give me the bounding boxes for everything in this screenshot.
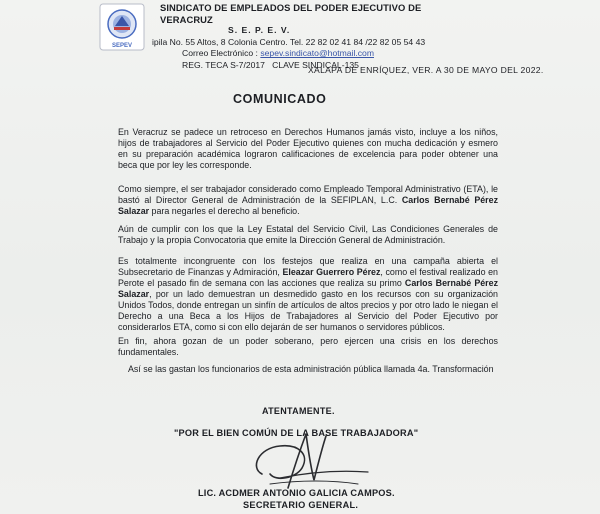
paragraph-2 (118, 184, 498, 217)
email-line (182, 48, 452, 60)
email-link[interactable]: sepev.sindicato@hotmail.com (260, 48, 374, 59)
email-label: Correo Electrónico : (182, 48, 258, 59)
signer-role: SECRETARIO GENERAL. (243, 500, 359, 510)
paragraph-4-text-a: Es totalmente incongruente con los festejos que realiza en una campaña abierta el Subsecretario de Finanzas y Admiración, (118, 256, 498, 277)
paragraph-4-text-c: , como el festival realizado en Perote el pasado fin de semana con las acciones que realiza su primo (118, 267, 498, 288)
date-line: XALAPA DE ENRÍQUEZ, VER. A 30 DE MAYO DEL 2022. (308, 65, 544, 75)
closing-lema: "POR EL BIEN COMÚN DE LA BASE TRABAJADORA" (174, 428, 419, 438)
seal-caption: SEPEV (111, 43, 133, 49)
paragraph-2-text-a: Como siempre, el ser trabajador considerado como Empleado Temporal Administrativo (ETA), le bastó al Director General de Administración de la SEFIPLAN, L.C. (118, 184, 498, 205)
paragraph-4-name-2: Carlos Bernabé Pérez Salazar (118, 278, 499, 299)
paragraph-1: En Veracruz se padece un retroceso en Derechos Humanos jamás visto, incluye a los niños, hijos de trabajadores al Servicio del Poder Ejecutivo quienes con mucha dedicación y esmero en su preparación académica lograron calificaciones de excelencia para poder obtener una beca que por ley les corresponde. (118, 127, 498, 170)
org-address: ipila No. 55 Altos, 8 Colonia Centro. Tel. 22 82 02 41 84 /22 82 05 54 43 (152, 36, 426, 47)
clave-sindical: CLAVE SINDICAL-135 (272, 59, 359, 70)
paragraph-4 (118, 256, 498, 333)
paragraph-3: Aún de cumplir con los que la Ley Estatal del Servicio Civil, Las Condiciones Generales de Trabajo y la propia Convocatoria que emite la Dirección General de Administración. (118, 224, 498, 245)
org-name: SINDICATO DE EMPLEADOS DEL PODER EJECUTIVO DE VERACRUZ (160, 2, 422, 25)
handwritten-signature-icon (240, 428, 380, 494)
paragraph-4-name-1: Eleazar Guerrero Pérez (282, 267, 381, 277)
letterhead (152, 2, 452, 72)
org-acronym: S. E. P. E. V. (228, 25, 291, 36)
signer-name: LIC. ACDMER ANTONIO GALICIA CAMPOS. (198, 488, 395, 498)
paragraph-6: Así se las gastan los funcionarios de esta administración pública llamada 4a. Transformación (128, 364, 494, 374)
paragraph-5: En fin, ahora gozan de un poder soberano, pero ejercen una crisis en los derechos fundamentales. (118, 336, 498, 357)
paragraph-4-text-e: , por un lado demuestran un desmedido gasto en los recursos con su organización Unidos Todos, donde entregan un sinfín de artículos de altos precios y por otro lado le niegan el Derecho a una Beca a los Hijos de Trabajadores al Servicio del Poder Ejecutivo por considerarlos ETA, como si con ello dejarán de ser humanos o servidores públicos. (118, 289, 498, 332)
union-seal-icon (96, 2, 148, 54)
paragraph-2-name: Carlos Bernabé Pérez Salazar (118, 195, 499, 216)
registry: REG. TECA S-7/2017 (182, 59, 265, 70)
document-title: COMUNICADO (233, 92, 327, 106)
paragraph-2-text-c: para negarles el derecho al beneficio. (149, 206, 300, 216)
closing-atentamente: ATENTAMENTE. (262, 406, 335, 416)
